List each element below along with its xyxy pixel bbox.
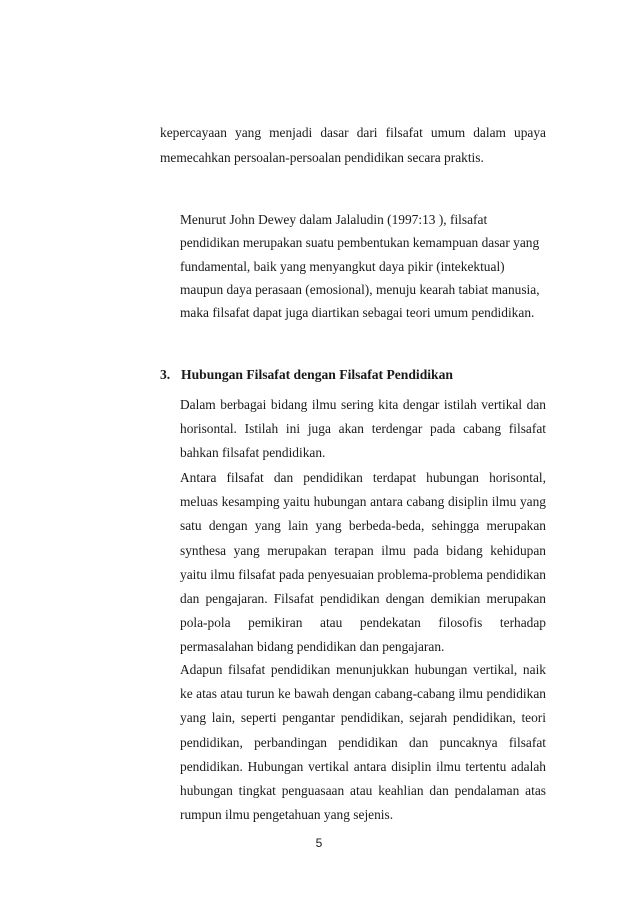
body-paragraph-2: Antara filsafat dan pendidikan terdapat hubungan horisontal, meluas kesamping yaitu hubungan antara cabang disiplin ilmu yang satu dengan yang lain yang berbeda-beda, sehingga merupakan synthesa yang merupakan terapan ilmu pada bidang kehidupan yaitu ilmu filsafat pada penyesuaian problema-problema pendidikan dan pengajaran. Filsafat pendidikan dengan demikian merupakan pola-pola pemikiran atau pendekatan filosofis terhadap permasalahan bidang pendidikan dan pengajaran. — [180, 470, 546, 655]
block-quote: Menurut John Dewey dalam Jalaludin (1997:13 ), filsafat pendidikan merupakan suatu pembentukan kemampuan dasar yang fundamental, baik yang menyangkut daya pikir (intekektual) maupun daya perasaan (emosional), menuju kearah tabiat manusia, maka filsafat dapat juga diartikan sebagai teori umum pendidikan. — [180, 212, 540, 321]
section-heading — [160, 365, 560, 385]
body-paragraph-1: Dalam berbagai bidang ilmu sering kita dengar istilah vertikal dan horisontal. Istilah ini juga akan terdengar pada cabang filsafat bahkan filsafat pendidikan. — [180, 397, 546, 461]
section-title: Hubungan Filsafat dengan Filsafat Pendidikan — [181, 367, 453, 382]
page-number: 5 — [315, 836, 323, 850]
intro-paragraph: kepercayaan yang menjadi dasar dari filsafat umum dalam upaya memecahkan persoalan-persoalan pendidikan secara praktis. — [160, 125, 546, 165]
body-paragraph-3: Adapun filsafat pendidikan menunjukkan hubungan vertikal, naik ke atas atau turun ke bawah dengan cabang-cabang ilmu pendidikan yang lain, seperti pengantar pendidikan, sejarah pendidikan, teori pendidikan, perbandingan pendidikan dan puncaknya filsafat pendidikan. Hubungan vertikal antara disiplin ilmu tertentu adalah hubungan tingkat penguasaan atau keahlian dan pendalaman atas rumpun ilmu pengetahuan yang sejenis. — [180, 662, 546, 823]
section-number: 3. — [160, 367, 171, 382]
